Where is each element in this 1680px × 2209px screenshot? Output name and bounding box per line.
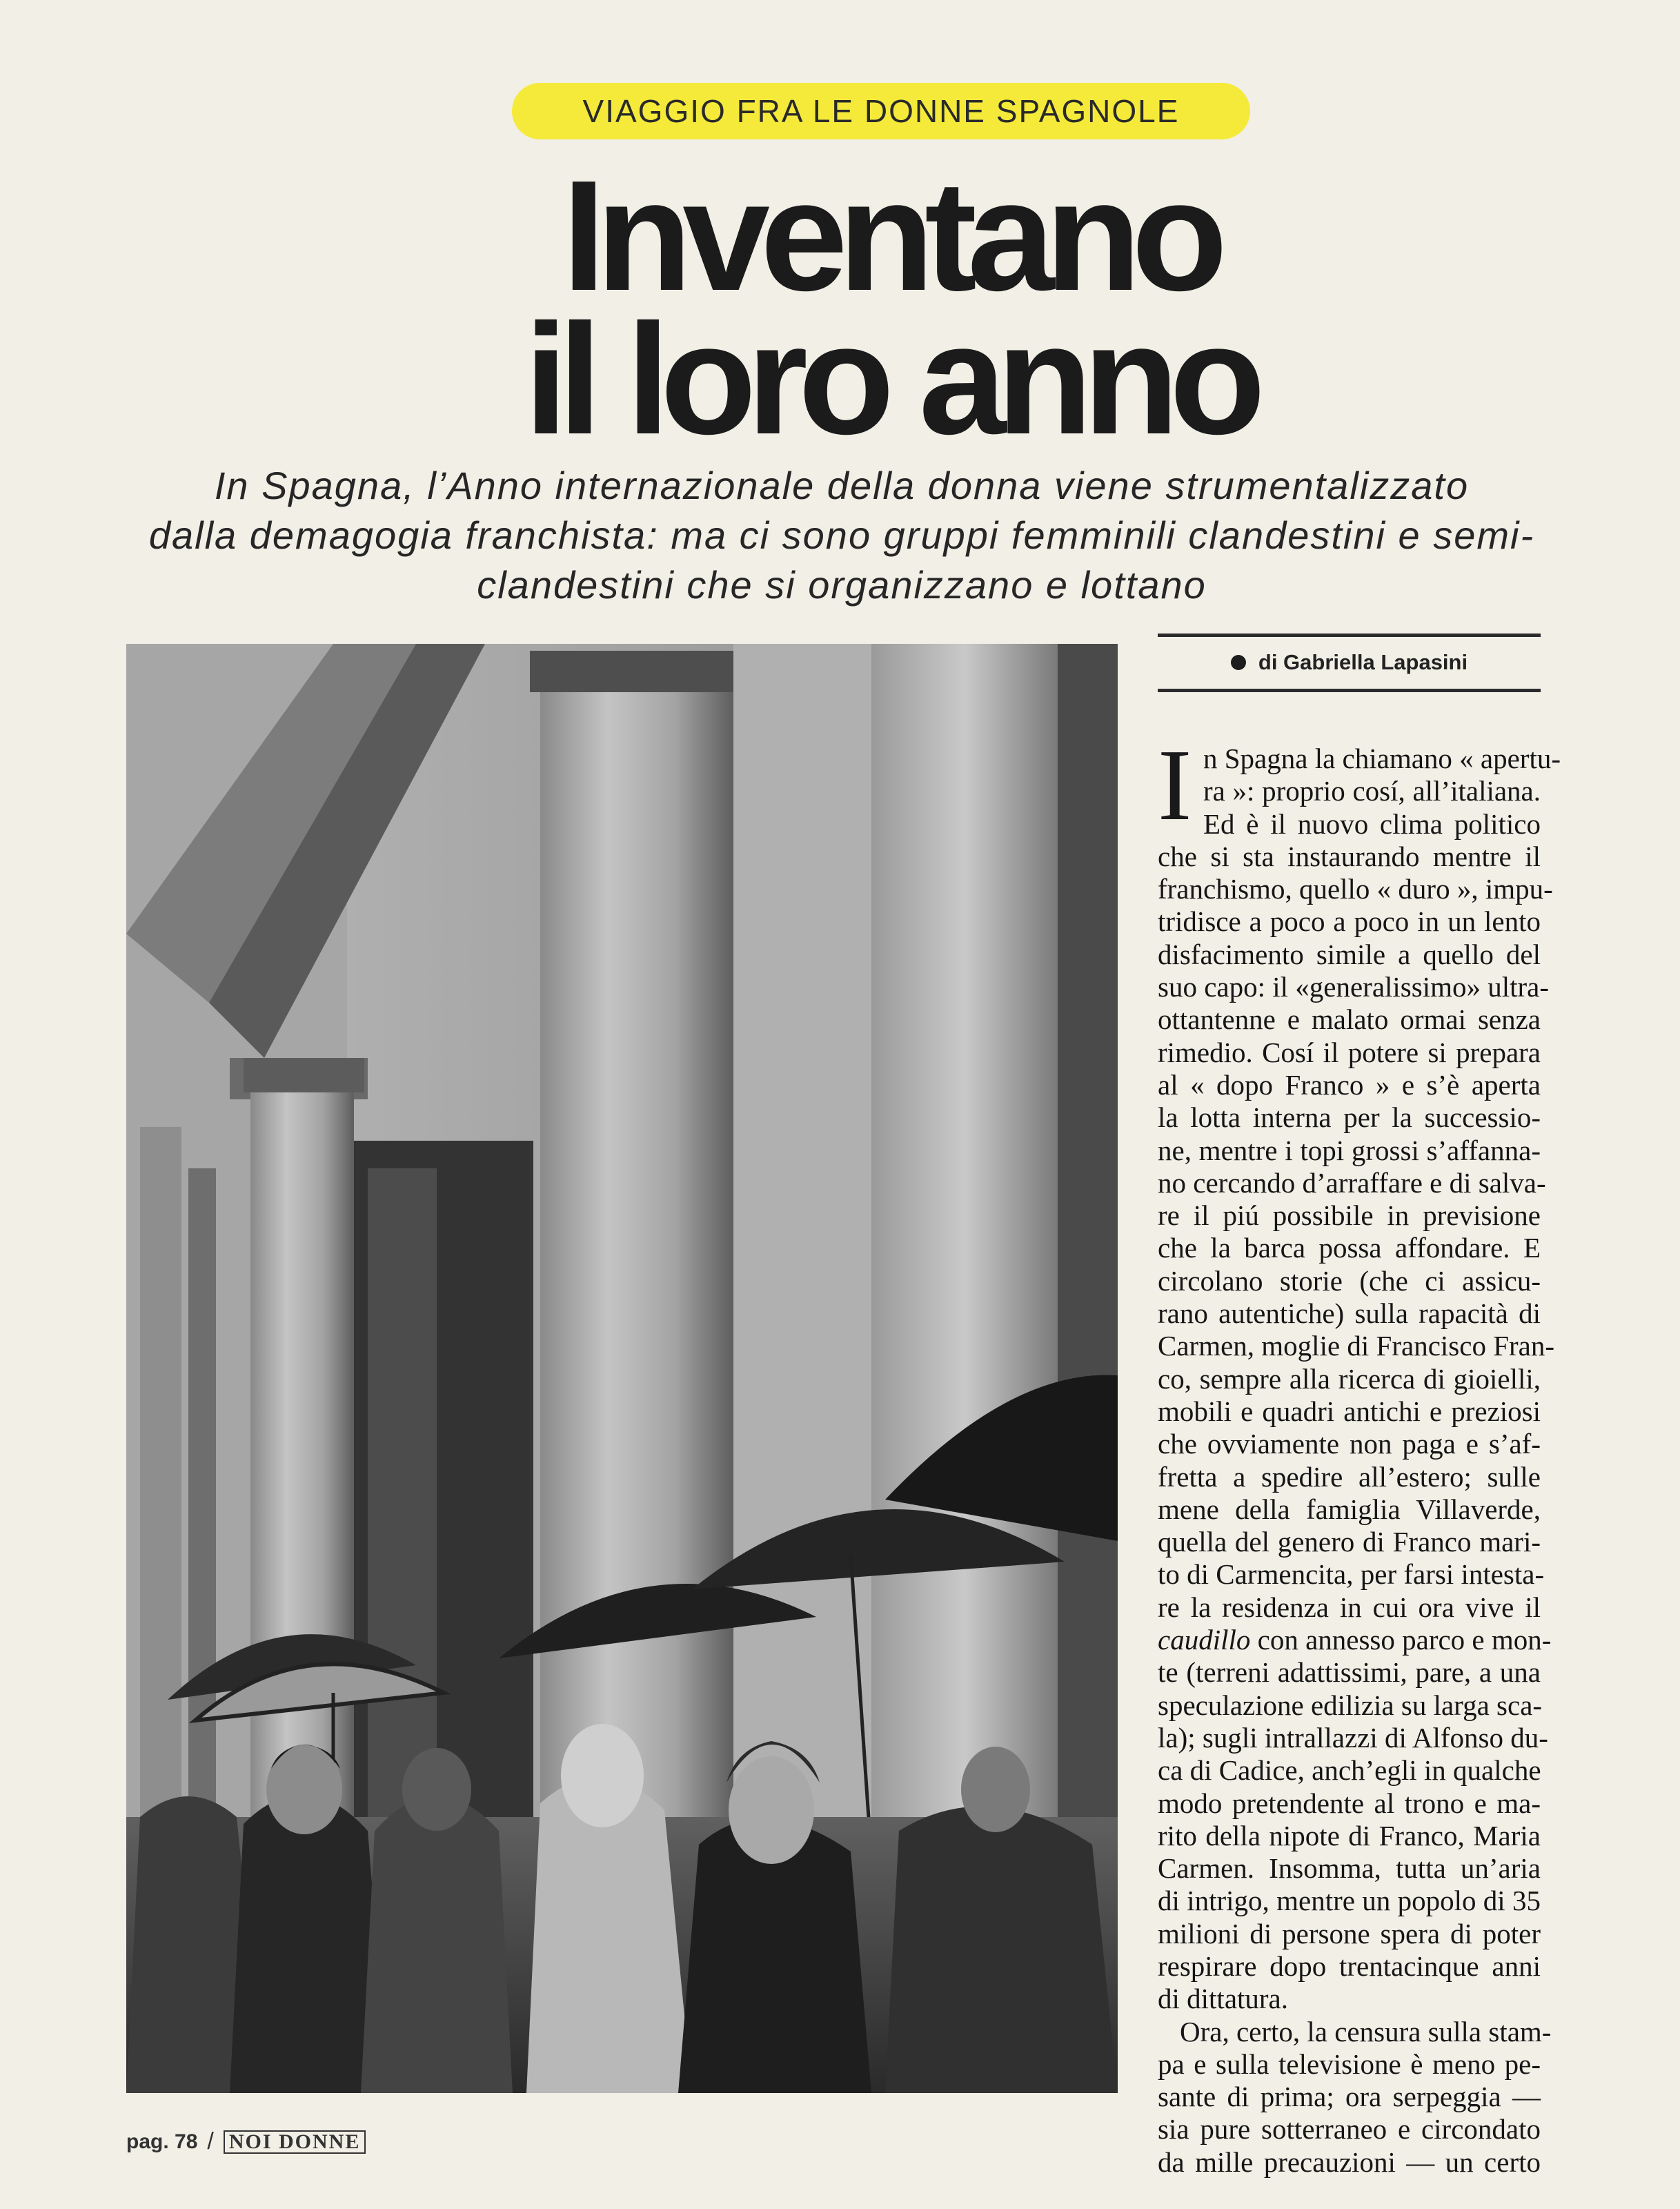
article-line: re la residenza in cui ora vive il <box>1158 1591 1541 1623</box>
article-line: la); sugli intrallazzi di Alfonso du- <box>1158 1721 1548 1754</box>
article-line: sia pure sotterraneo e circondato <box>1158 2113 1541 2146</box>
article-line: Carmen. Insomma, tutta un’aria <box>1158 1852 1541 1885</box>
article-line: pa e sulla televisione è meno pe- <box>1158 2048 1541 2080</box>
article-line: ra »: proprio cosí, all’italiana. <box>1203 775 1541 807</box>
article-line: sante di prima; ora serpeggia — <box>1158 2081 1541 2113</box>
article-line: circolano storie (che ci assicu- <box>1158 1264 1541 1297</box>
page-footer <box>126 2128 366 2155</box>
article-line: co, sempre alla ricerca di gioielli, <box>1158 1362 1541 1395</box>
byline-rule-bottom <box>1158 689 1541 692</box>
subtitle-line-3: clandestini che si organizzano e lottano <box>477 563 1207 607</box>
article-line: tridisce a poco a poco in un lento <box>1158 905 1541 938</box>
article-line: speculazione edilizia su larga sca- <box>1158 1689 1543 1721</box>
article-line: Ora, certo, la censura sulla stam- <box>1180 2015 1552 2048</box>
article-line: no cercando d’arraffare e di salva- <box>1158 1166 1546 1199</box>
article-body <box>1158 729 1561 2179</box>
article-line: al « dopo Franco » e s’è aperta <box>1158 1068 1541 1101</box>
drop-cap: I <box>1158 729 1192 842</box>
article-line: re il piú possibile in previsione <box>1158 1199 1541 1232</box>
bullet-icon <box>1231 655 1246 670</box>
article-line: ca di Cadice, anch’egli in qualche <box>1158 1754 1541 1787</box>
article-line: mobili e quadri antichi e preziosi <box>1158 1395 1541 1427</box>
article-line-rest: con annesso parco e mon- <box>1257 1624 1552 1656</box>
byline-rule-top <box>1158 634 1541 637</box>
subtitle-line-1: In Spagna, l’Anno internazionale della donna viene strumentalizzato <box>214 464 1470 507</box>
byline <box>1158 642 1541 683</box>
article-italic-word: caudillo <box>1158 1624 1251 1656</box>
article-line: di dittatura. <box>1158 1983 1289 2015</box>
article-line: modo pretendente al trono e ma- <box>1158 1787 1541 1819</box>
article-line: rimedio. Cosí il potere si prepara <box>1158 1036 1541 1068</box>
article-line: fretta a spedire all’estero; sulle <box>1158 1460 1541 1493</box>
article-line: milioni di persone spera di poter <box>1158 1917 1541 1950</box>
article-line: ne, mentre i topi grossi s’affanna- <box>1158 1134 1541 1166</box>
article-line: te (terreni adattissimi, pare, a una <box>1158 1656 1541 1689</box>
article-line: Ed è il nuovo clima politico <box>1203 807 1541 840</box>
article-line: che la barca possa affondare. E <box>1158 1232 1541 1264</box>
footer-separator: / <box>207 2128 214 2154</box>
article-line: da mille precauzioni — un certo <box>1158 2146 1541 2178</box>
photo-women-with-umbrellas <box>126 644 1118 2093</box>
article-line: disfacimento simile a quello del <box>1158 938 1541 970</box>
article-line: che si sta instaurando mentre il <box>1158 840 1541 872</box>
page-number: pag. 78 <box>126 2130 198 2153</box>
article-line: rano autentiche) sulla rapacità di <box>1158 1297 1541 1330</box>
headline <box>386 148 1394 467</box>
article-line: respirare dopo trentacinque anni <box>1158 1950 1541 1982</box>
article-line: la lotta interna per la successio- <box>1158 1101 1541 1134</box>
byline-text: di Gabriella Lapasini <box>1258 650 1468 674</box>
section-kicker: VIAGGIO FRA LE DONNE SPAGNOLE <box>512 83 1250 139</box>
article-line: Carmen, moglie di Francisco Fran- <box>1158 1330 1555 1362</box>
headline-line-2: il loro anno <box>524 292 1256 467</box>
article-line: quella del genero di Franco mari- <box>1158 1526 1541 1558</box>
article-line: di intrigo, mentre un popolo di 35 <box>1158 1885 1541 1917</box>
article-line: n Spagna la chiamano « apertu- <box>1203 743 1561 774</box>
magazine-name: NOI DONNE <box>224 2130 366 2154</box>
article-line: che ovviamente non paga e s’af- <box>1158 1428 1541 1460</box>
subtitle <box>124 461 1559 610</box>
article-line: suo capo: il «generalissimo» ultra- <box>1158 971 1550 1003</box>
article-line: mene della famiglia Villaverde, <box>1158 1493 1541 1525</box>
headline-line-1: Inventano <box>562 148 1218 324</box>
article-line: franchismo, quello « duro », impu- <box>1158 873 1553 905</box>
article-line: to di Carmencita, per farsi intesta- <box>1158 1558 1545 1591</box>
article-line: rito della nipote di Franco, Maria <box>1158 1819 1541 1852</box>
subtitle-line-2: dalla demagogia franchista: ma ci sono gruppi femminili clandestini e semi- <box>148 513 1535 557</box>
article-line <box>1158 1624 1552 1656</box>
article-photo <box>126 644 1118 2093</box>
article-line: ottantenne e malato ormai senza <box>1158 1003 1541 1036</box>
